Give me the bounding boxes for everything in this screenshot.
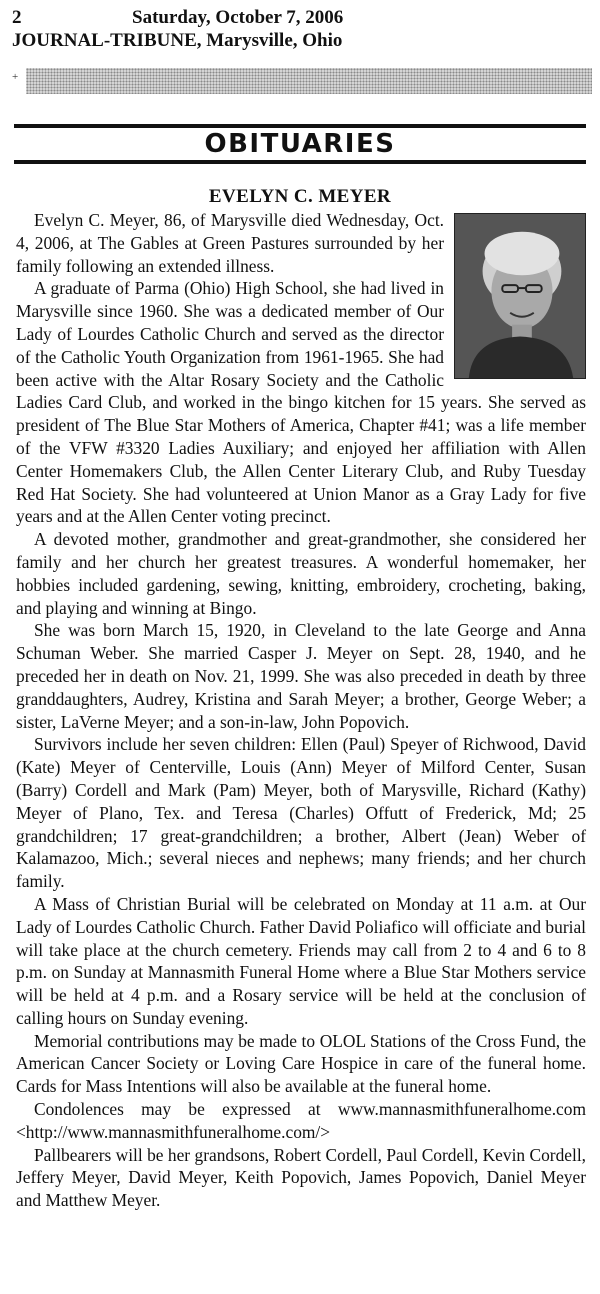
halftone-divider [26,68,592,94]
newspaper-name: JOURNAL-TRIBUNE, Marysville, Ohio [12,30,343,51]
page-number: 2 [12,7,22,28]
paragraph: Condolences may be expressed at www.mannasmithfuneralhome.com <http://www.mannasmithfuneralhome.com/> [16,1099,586,1142]
page-header [12,6,588,52]
paragraph: Evelyn C. Meyer, 86, of Marysville died Wednesday, Oct. 4, 2006, at The Gables at Green Pastures surrounded by her family following an extended illness. [16,210,444,276]
registration-mark: + [12,71,19,83]
paragraph: A Mass of Christian Burial will be celebrated on Monday at 11 a.m. at Our Lady of Lourdes Catholic Church. Father David Poliafico will officiate and burial will take place at the church cemetery. Friends may call from 2 to 4 and 6 to 8 p.m. on Sunday at Mannasmith Funeral Home where a Blue Star Mothers service will be held at 4 p.m. and a Rosary service will be held at the conclusion of calling hours on Sunday evening. [16,893,586,1028]
portrait-photo-icon [454,213,586,379]
paragraph: She was born March 15, 1920, in Cleveland to the late George and Anna Schuman Weber. She married Casper J. Meyer on Sept. 28, 1940, and he preceded her in death on Nov. 21, 1999. She was also preceded in death by three granddaughters, Audrey, Kristina and Sarah Meyer; a brother, George Weber; a sister, LaVerne Meyer; and a son-in-law, John Popovich. [16,620,586,732]
paragraph: Survivors include her seven children: Ellen (Paul) Speyer of Richwood, David (Kate) Meyer of Centerville, Louis (Ann) Meyer of Milford Center, Susan (Barry) Cordell and Mark (Pam) Meyer, both of Marysville, Richard (Kathy) Meyer of Plano, Tex. and Teresa (Charles) Offutt of Frederick, Md; 25 grandchildren; 17 great-grandchildren; a brother, Albert (Jean) Weber of Kalamazoo, Mich.; several nieces and nephews; many friends; and her church family. [16,734,586,892]
issue-date: Saturday, October 7, 2006 [132,7,344,28]
paragraph: Pallbearers will be her grandsons, Robert Cordell, Paul Cordell, Kevin Cordell, Jeffery Meyer, David Meyer, Keith Popovich, James Popovich, Daniel Meyer and Matthew Meyer. [16,1144,586,1211]
obituary-article [16,209,586,1212]
paragraph: Memorial contributions may be made to OLOL Stations of the Cross Fund, the American Cancer Society or Loving Care Hospice in care of the funeral home. Cards for Mass Intentions will also be available at the funeral home. [16,1030,586,1097]
paragraph: A graduate of Parma (Ohio) High School, she had lived in Marysville since 1960. She was a dedicated member of Our Lady of Lourdes Catholic Church and served as the director of the Catholic Youth Organization from 1961-1965. She had been active with the Altar Rosary Society and the Catholic Ladies Card Club, and worked in the bingo kitchen for 15 years. She served as president of The Blue Star Mothers of America, Chapter #41; was a life member of the VFW #3320 Ladies Auxiliary; and enjoyed her affiliation with Allen Center Homemakers Club, the Allen Center Literary Club, and Ruby Tuesday Red Hat Society. She had volunteered at Union Manor as a Gray Lady for five years and at the Allen Center voting precinct. [16,278,586,527]
obituary-name: EVELYN C. MEYER [208,186,392,207]
section-title: OBITUARIES [204,129,396,159]
section-banner [14,124,586,164]
paragraph: A devoted mother, grandmother and great-grandmother, she considered her family and her church her greatest treasures. A wonderful homemaker, her hobbies included gardening, sewing, knitting, embroidery, crocheting, baking, and playing and winning at Bingo. [16,529,586,618]
